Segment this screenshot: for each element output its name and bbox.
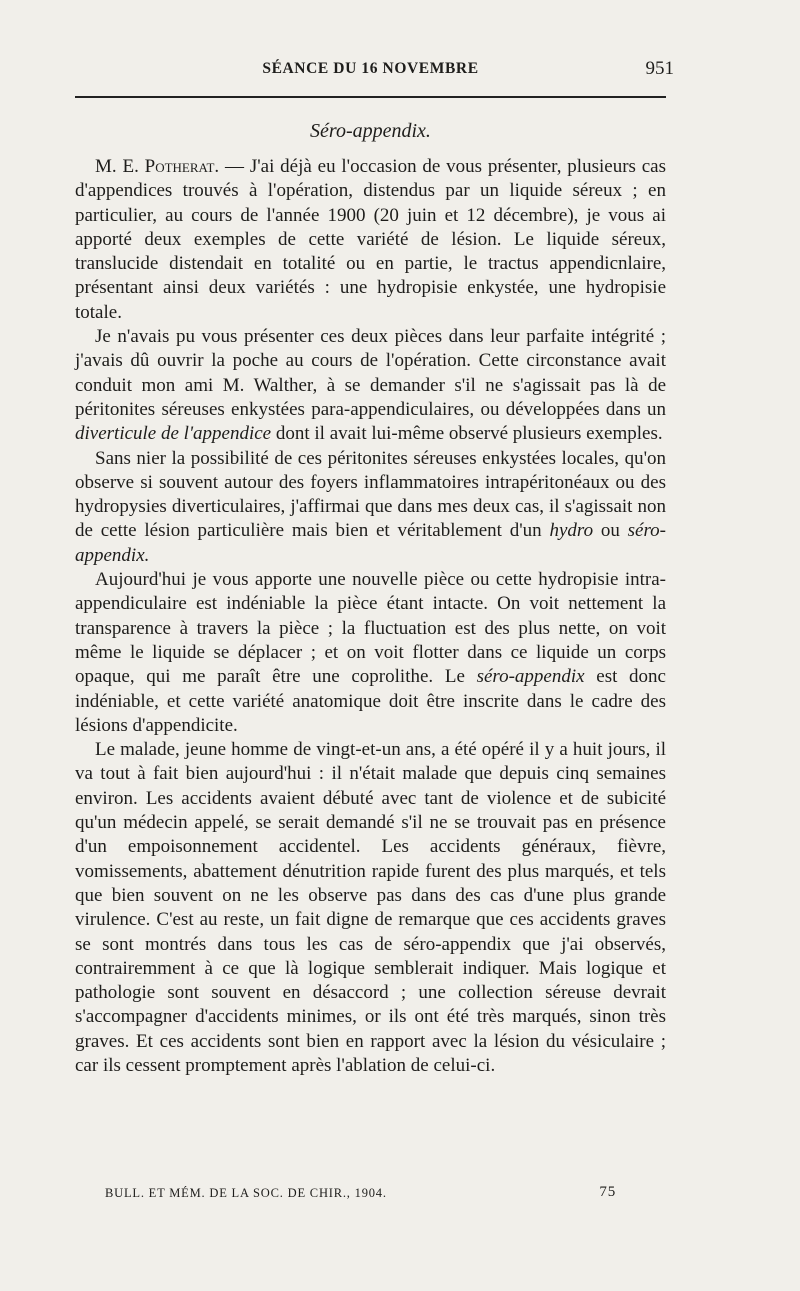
- paragraph-2: [75, 325, 666, 446]
- page-header: [75, 58, 674, 82]
- paragraph-5: [75, 738, 666, 1078]
- paragraph-text: Je n'avais pu vous présenter ces deux pièces dans leur parfaite intégrité ; j'avais dû ouvrir la poche au cours de l'opération. Cette circonstance avait conduit mon ami M. Walther, à se demander s'il ne s'agissait pas là de péritonites séreuses enkystées para-appendiculaires, ou développées dans un: [75, 326, 666, 420]
- emphasis: séro-appendix: [476, 666, 585, 688]
- paragraph-text: Aujourd'hui je vous apporte une nouvelle pièce ou cette hydropisie intra-appendiculaire est indéniable la pièce étant intacte. On voit nettement la transparence à travers la pièce ; la fluctuation est des plus nette, on voit même le liquide se déplacer ; et on voit flotter dans ce liquide un corps opaque, qui me paraît être une coprolithe. Le: [75, 569, 666, 688]
- paragraph-text: est donc indéniable, et cette variété anatomique doit être inscrite dans le cadre des lésions d'appendicite.: [75, 666, 666, 736]
- paragraph-text: dont il avait lui-même observé plusieurs exemples.: [271, 423, 663, 445]
- emphasis: séro-appendix.: [75, 520, 666, 566]
- paragraph-1: [75, 155, 666, 325]
- page-number: 951: [645, 58, 674, 79]
- paragraph-text: Le malade, jeune homme de vingt-et-un ans, a été opéré il y a huit jours, il va tout à fait bien aujourd'hui : il n'était malade que depuis cinq semaines environ. Les accidents avaient débuté avec tant de violence et de subicité qu'un médecin appelé, se serait demandé s'il ne se trouvait pas en présence d'un empoisonnement accidentel. Les accidents généraux, fièvre, vomissements, abattement dénutrition rapide furent des plus marqués, et tels que bien souvent on ne les observe pas dans des cas d'une plus grande virulence. C'est au reste, un fait digne de remarque que ces accidents graves se sont montrés dans tous les cas de séro-appendix que j'ai observés, contrairemment à ce que là logique semblerait indiquer. Mais logique et pathologie sont souvent en désaccord ; une collection séreuse devrait s'accompagner d'accidents minimes, or ils ont été très marqués, sinon très graves. Et ces accidents sont bien en rapport avec la lésion du vésiculaire ; car ils cessent promptement après l'ablation de celui-ci.: [75, 739, 666, 1076]
- signature-mark: 75: [599, 1184, 616, 1200]
- paragraph-text: Sans nier la possibilité de ces péritonites séreuses enkystées locales, qu'on observe si souvent autour des foyers inflammatoires intrapéritonéaux ou des hydropysies diverticulaires, j'affirmai que dans mes deux cas, il s'agissait non de cette lésion particulière mais bien et véritablement d'un: [75, 447, 666, 542]
- speaker-name: M. E. Potherat.: [95, 156, 220, 177]
- emphasis: diverticule de l'appendice: [75, 423, 272, 445]
- paragraph-text: ou: [593, 520, 628, 542]
- paragraph-text: — J'ai déjà eu l'occasion de vous présenter, plusieurs cas d'appendices trouvés à l'opération, distendus par un liquide séreux ; en particulier, au cours de l'année 1900 (20 juin et 12 décembre), je vous ai apporté deux exemples de cette variété de lésion. Le liquide séreux, translucide distendait en totalité ou en partie, le tractus appendicnlaire, présentant ainsi deux variétés : une hydropisie enkystée, une hydropisie totale.: [75, 156, 666, 323]
- emphasis: hydro: [549, 520, 594, 542]
- paragraph-4: [75, 568, 666, 738]
- body-text: [75, 155, 666, 1078]
- footer-citation: BULL. ET MÉM. DE LA SOC. DE CHIR., 1904.: [105, 1186, 387, 1200]
- header-rule: [75, 96, 666, 98]
- page-footer: [105, 1186, 616, 1201]
- paragraph-3: [75, 447, 666, 568]
- section-title: Séro-appendix.: [310, 120, 431, 142]
- running-head: SÉANCE DU 16 NOVEMBRE: [262, 60, 479, 77]
